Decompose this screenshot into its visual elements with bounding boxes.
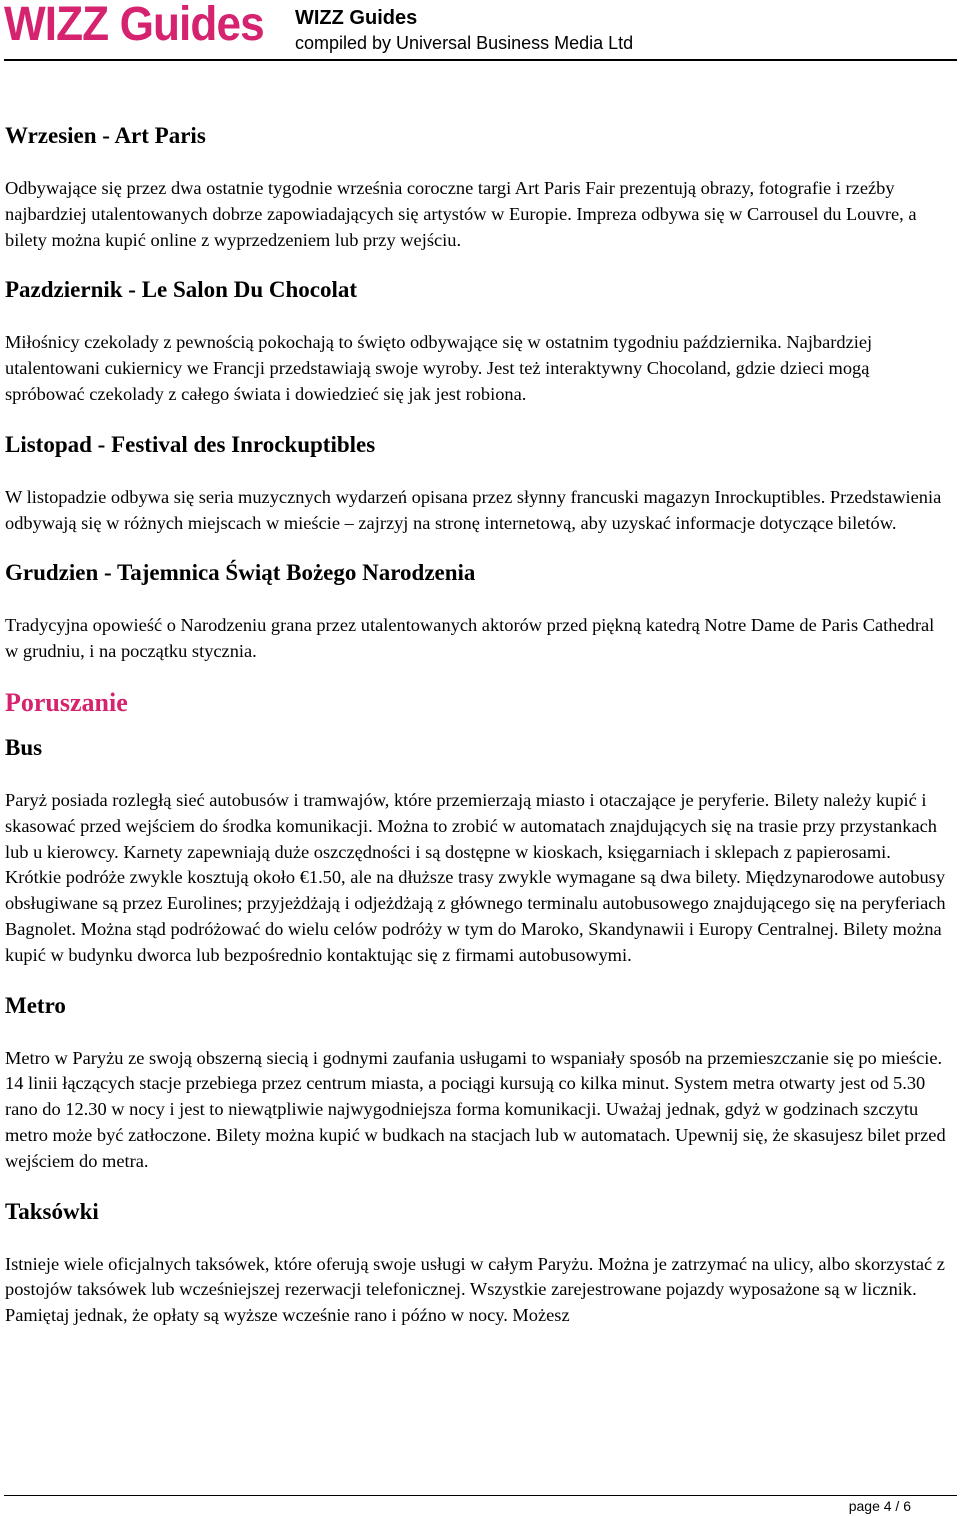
wizz-guides-logo: WIZZ Guides: [4, 0, 264, 51]
page-header: [0, 0, 960, 60]
bus-heading: Bus: [5, 734, 43, 760]
header-subtitle: compiled by Universal Business Media Ltd: [295, 33, 634, 53]
transport-title: Poruszanie: [5, 687, 128, 717]
section-paragraph-december: Tradycyjna opowieść o Narodzeniu grana przez utalentowanych aktorów przed piękną katedrą Notre Dame de Paris Cathedral w grudniu, i na początku stycznia.: [5, 615, 935, 662]
page-number: page 4 / 6: [848, 1498, 911, 1514]
metro-heading: Metro: [5, 992, 66, 1018]
section-paragraph-october: Miłośnicy czekolady z pewnością pokochają to święto odbywające się w ostatnim tygodniu października. Najbardziej utalentowani cukiernicy we Francji przedstawiają swoje wyroby. Jest też interaktywny Chocoland, gdzie dzieci mogą spróbować czekolady z całego świata i dowiedzieć się jak jest robiona.: [5, 332, 873, 404]
header-divider: [4, 59, 957, 61]
header-title: WIZZ Guides: [295, 7, 418, 29]
footer-divider: [4, 1495, 957, 1496]
bus-paragraph: Paryż posiada rozległą sieć autobusów i tramwajów, które przemierzają miasto i otaczające je peryferie. Bilety należy kupić i skasować przed wejściem do środka komunikacji. Można to zrobić w automatach znajdujących się na trasie przy przystankach lub u kierowcy. Karnety zapewniają duże oszczędności i są dostępne w kioskach, księgarniach i sklepach z papierosami. Krótkie podróże zwykle kosztują około €1.50, ale na dłuższe trasy zwykle wymagane są dwa bilety. Międzynarodowe autobusy obsługiwane są przez Eurolines; przyjeżdżają i odjeżdżają z głównego terminalu autobusowego znajdującego się na peryferiach Bagnolet. Można stąd podróżować do wielu celów podróży w tym do Maroko, Skandynawii i Europy Centralnej. Bilety można kupić w budynku dworca lub bezpośrednio kontaktując się z firmami autobusowymi.: [5, 789, 946, 965]
taxi-heading: Taksówki: [5, 1198, 99, 1224]
taxi-paragraph: Istnieje wiele oficjalnych taksówek, które oferują swoje usługi w całym Paryżu. Można je zatrzymać na ulicy, albo skorzystać z postojów taksówek lub wcześniejszej rezerwacji telefonicznej. Wszystkie zarejestrowane pojazdy wyposażone są w licznik. Pamiętaj jednak, że opłaty są wyższe wcześnie rano i późno w nocy. Możesz: [5, 1253, 945, 1326]
section-heading-october: Pazdziernik - Le Salon Du Chocolat: [5, 277, 358, 303]
section-heading-september: Wrzesien - Art Paris: [5, 123, 206, 148]
section-paragraph-september: Odbywające się przez dwa ostatnie tygodnie września coroczne targi Art Paris Fair prezentują obrazy, fotografie i rzeźby najbardziej utalentowanych dobrze zapowiadających się artystów w Europie. Impreza odbywa się w Carrousel du Louvre, a bilety można kupić online z wyprzedzeniem lub przy wejściu.: [5, 178, 917, 250]
section-paragraph-november: W listopadzie odbywa się seria muzycznych wydarzeń opisana przez słynny francuski magazyn Inrockuptibles. Przedstawienia odbywają się w różnych miejscach w mieście – zajrzyj na stronę internetową, aby uzyskać informacje dotyczące biletów.: [5, 486, 942, 533]
metro-paragraph: Metro w Paryżu ze swoją obszerną siecią i godnymi zaufania usługami to wspaniały sposób na przemieszczanie się po mieście. 14 linii łączących stacje przebiega przez centrum miasta, a pociągi kursują co kilka minut. System metra otwarty jest od 5.30 rano do 12.30 w nocy i jest to niewątpliwie najwygodniejsza forma komunikacji. Uważaj jednak, gdyż w godzinach szczytu metro może być zatłoczone. Bilety można kupić w budkach na stacjach lub w automatach. Upewnij się, że skasujesz bilet przed wejściem do metra.: [5, 1047, 946, 1171]
document-body: [5, 119, 948, 1349]
section-heading-november: Listopad - Festival des Inrockuptibles: [5, 431, 376, 457]
section-heading-december: Grudzien - Tajemnica Świąt Bożego Narodzenia: [5, 560, 476, 586]
